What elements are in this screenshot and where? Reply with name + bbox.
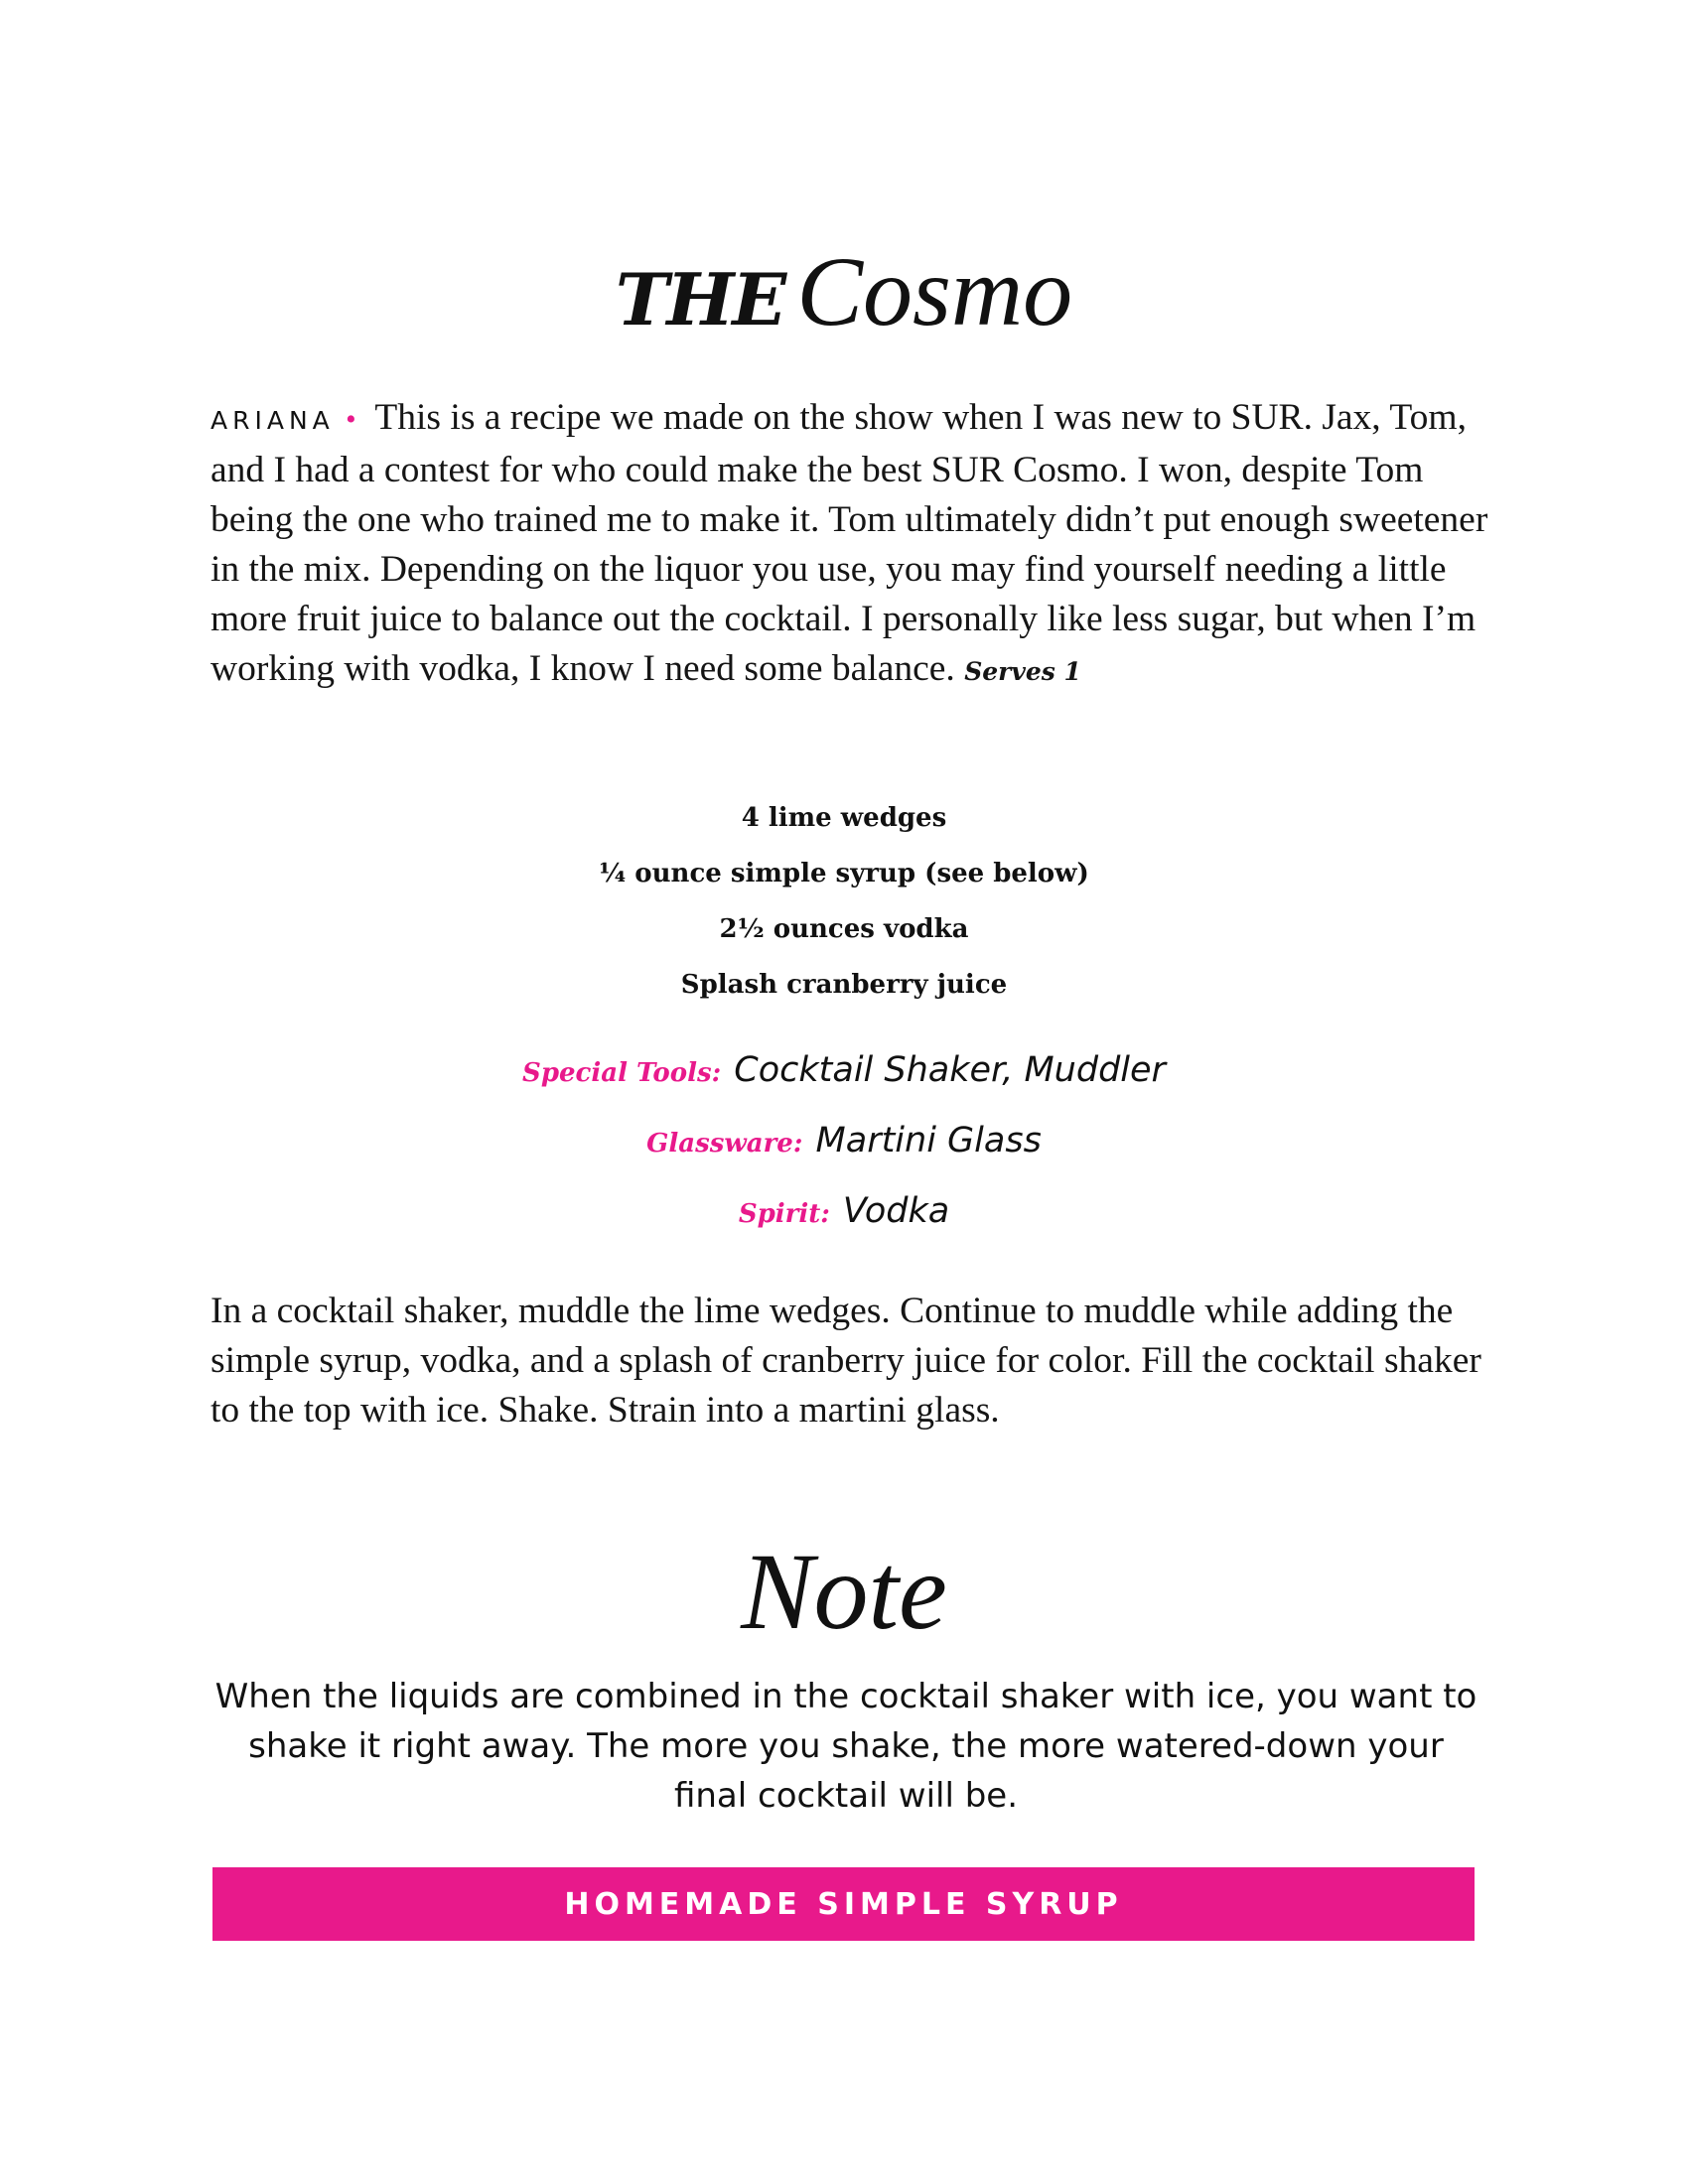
spirit-value: Vodka bbox=[842, 1191, 950, 1231]
recipe-meta bbox=[0, 1040, 1688, 1252]
intro-text: This is a recipe we made on the show when I was new to SUR. Jax, Tom, and I had a contest for who could make the best SUR Cosmo. I won, despite Tom being the one who trained me to make it. Tom ultimately didn’t put enough sweetener in the mix. Depending on the liquor you use, you may find yourself needing a little more fruit juice to balance out the cocktail. I personally like less sugar, but when I’m working with vodka, I know I need some balance. bbox=[211, 397, 1488, 689]
directions-paragraph: In a cocktail shaker, muddle the lime wedges. Continue to muddle while adding the simple syrup, vodka, and a splash of cranberry juice for color. Fill the cocktail shaker to the top with ice. Shake. Strain into a martini glass. bbox=[211, 1291, 1481, 1431]
ingredient-item: 2½ ounces vodka bbox=[719, 914, 969, 944]
special-tools-label: Special Tools: bbox=[522, 1058, 722, 1088]
intro-paragraph bbox=[211, 393, 1491, 697]
simple-syrup-heading: HOMEMADE SIMPLE SYRUP bbox=[564, 1886, 1123, 1922]
recipe-title bbox=[0, 234, 1688, 348]
special-tools-row bbox=[0, 1040, 1688, 1111]
ingredient-item: ¼ ounce simple syrup (see below) bbox=[599, 859, 1089, 888]
ingredients-list bbox=[0, 790, 1688, 1013]
spirit-row bbox=[0, 1181, 1688, 1252]
glassware-label: Glassware: bbox=[646, 1129, 803, 1159]
simple-syrup-banner bbox=[212, 1867, 1475, 1941]
author-byline: ARIANA bbox=[211, 406, 335, 435]
serves-label: Serves 1 bbox=[964, 657, 1081, 686]
spirit-label: Spirit: bbox=[738, 1199, 830, 1229]
glassware-row bbox=[0, 1111, 1688, 1181]
glassware-value: Martini Glass bbox=[815, 1121, 1042, 1160]
title-name: Cosmo bbox=[796, 236, 1073, 346]
bullet-separator: • bbox=[346, 403, 356, 436]
title-prefix: THE bbox=[615, 257, 785, 341]
special-tools-value: Cocktail Shaker, Muddler bbox=[734, 1050, 1166, 1090]
ingredient-item: Splash cranberry juice bbox=[680, 970, 1008, 1000]
ingredient-item: 4 lime wedges bbox=[741, 803, 947, 833]
note-text: When the liquids are combined in the cocktail shaker with ice, you want to shake it right away. The more you shake, the more watered-down your final cocktail will be. bbox=[214, 1677, 1477, 1816]
note-heading: Note bbox=[741, 1531, 947, 1652]
